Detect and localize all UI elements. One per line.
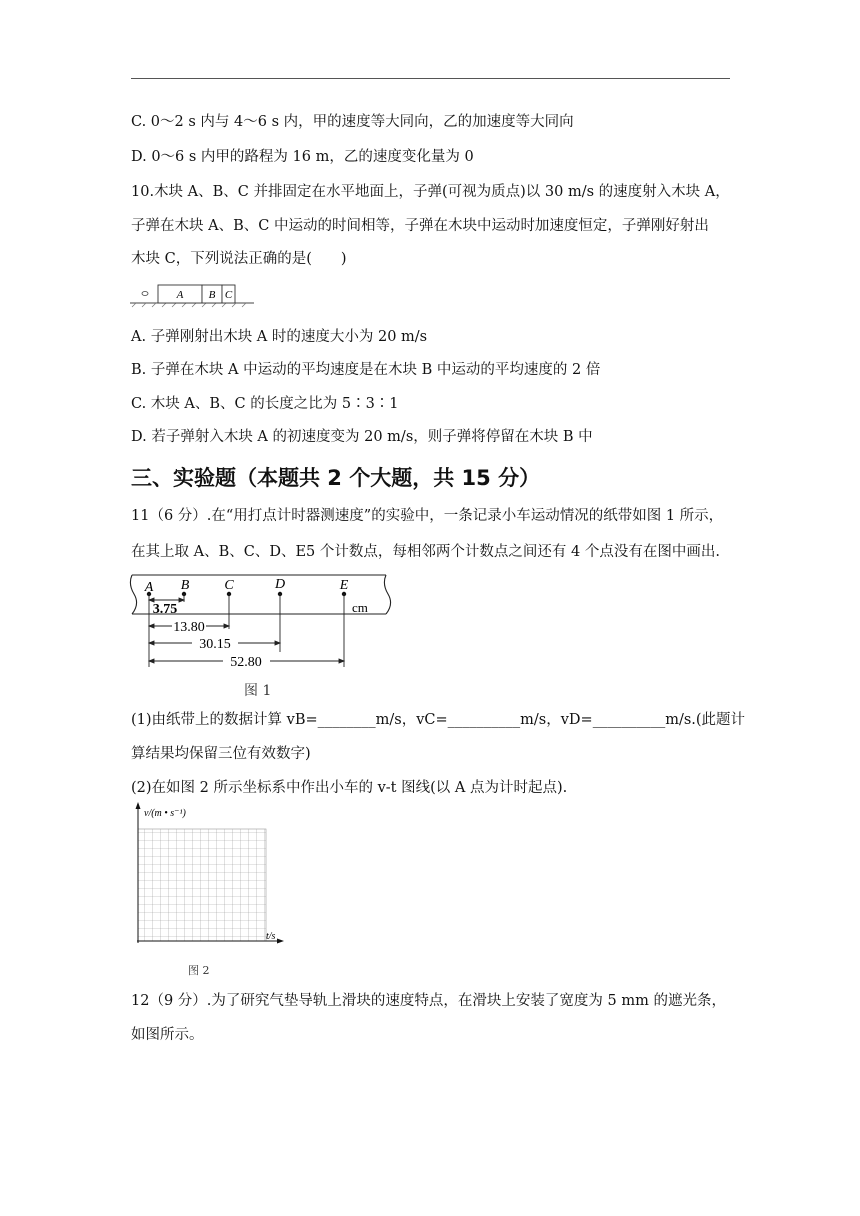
q11-stem-line1: 11（6 分）.在“用打点计时器测速度”的实验中，一条记录小车运动情况的纸带如图 1 所示， [131,508,724,524]
block-c-label: C [224,289,233,301]
q11-part1-line2: 算结果均保留三位有效数字) [131,746,311,762]
distance-ae: 52.80 [230,655,262,670]
q11-part1-line1: (1)由纸带上的数据计算 vB=________m/s，vC=__________m/s，vD=__________m/s.(此题计 [131,712,746,728]
figure-1-caption: 图 1 [244,683,272,699]
vt-graph-figure [128,800,288,948]
q10-stem-line2: 子弹在木块 A、B、C 中运动的时间相等，子弹在木块中运动时加速度恒定，子弹刚好射出 [131,218,709,234]
q11-stem-line2: 在其上取 A、B、C、D、E5 个计数点，每相邻两个计数点之间还有 4 个点没有在图中画出. [131,544,720,560]
tape-label-a: A [144,580,154,595]
q9-option-c: C. 0～2 s 内与 4～6 s 内，甲的速度等大同向，乙的加速度等大同向 [131,114,574,130]
distance-ab: 3.75 [152,602,178,617]
header-rule [131,78,730,79]
bullet-icon [142,292,148,296]
tape-label-e: E [339,578,349,593]
q10-stem-line1: 10.木块 A、B、C 并排固定在水平地面上，子弹(可视为质点)以 30 m/s 的速度射入木块 A， [131,184,730,200]
tape-label-d: D [274,577,286,592]
q10-option-d: D. 若子弹射入木块 A 的初速度变为 20 m/s，则子弹将停留在木块 B 中 [131,429,593,445]
q10-option-a: A. 子弹刚射出木块 A 时的速度大小为 20 m/s [131,329,428,345]
graph-grid [138,829,266,941]
block-a-label: A [176,289,184,301]
q10-stem-line3: 木块 C，下列说法正确的是( ) [131,251,347,267]
tape-label-c: C [224,578,234,593]
q10-option-b: B. 子弹在木块 A 中运动的平均速度是在木块 B 中运动的平均速度的 2 倍 [131,362,601,378]
q12-stem-line1: 12（9 分）.为了研究气垫导轨上滑块的速度特点，在滑块上安装了宽度为 5 mm 的遮光条， [131,993,726,1009]
tape-figure [128,572,394,672]
block-b-label: B [208,289,216,301]
blocks-figure [130,284,255,308]
distance-ad: 30.15 [199,637,231,652]
distance-ac: 13.80 [173,620,205,635]
tape-unit: cm [352,600,368,615]
y-axis-label: v/(m • s⁻¹) [144,808,186,819]
q9-option-d: D. 0～6 s 内甲的路程为 16 m，乙的速度变化量为 0 [131,149,474,165]
y-axis-arrow-icon [136,802,141,809]
x-axis-label: t/s [266,931,276,942]
x-axis-arrow-icon [277,939,284,944]
tape-label-b: B [180,578,190,593]
section-heading: 三、实验题（本题共 2 个大题，共 15 分） [131,466,541,490]
q12-stem-line2: 如图所示。 [131,1027,204,1043]
q10-option-c: C. 木块 A、B、C 的长度之比为 5∶3∶1 [131,396,399,412]
figure-2-caption: 图 2 [188,964,210,977]
q11-part2: (2)在如图 2 所示坐标系中作出小车的 v-t 图线(以 A 点为计时起点). [131,780,568,796]
